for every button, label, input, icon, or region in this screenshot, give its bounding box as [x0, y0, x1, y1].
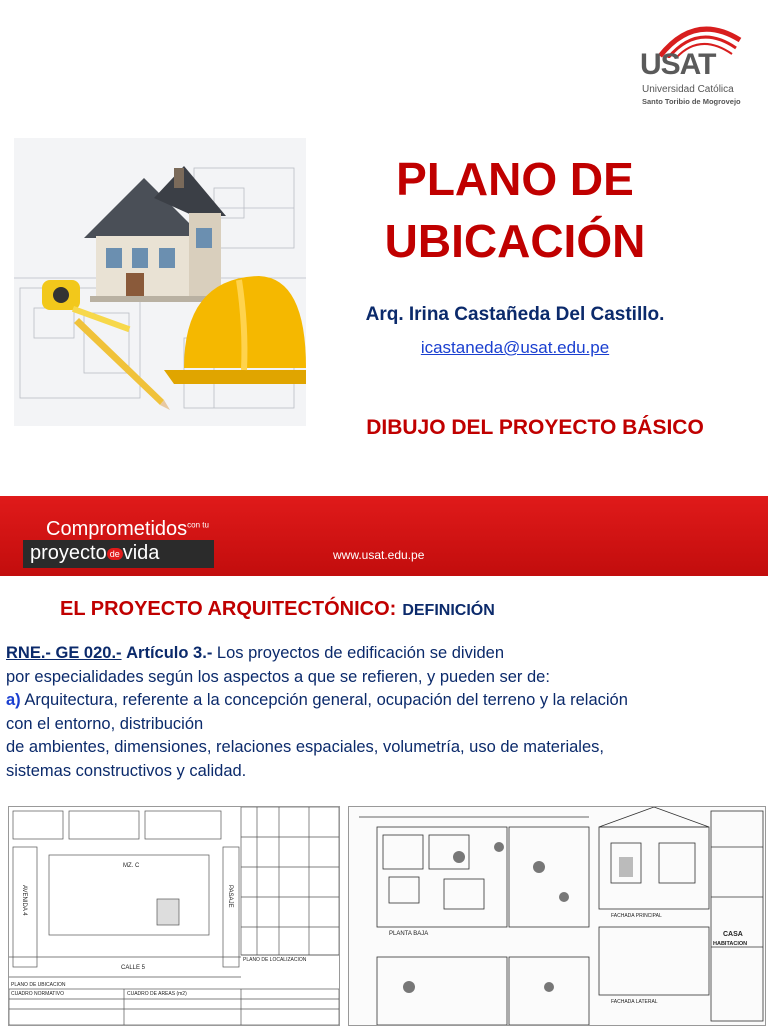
- rne-reference: RNE.- GE 020.-: [6, 644, 122, 662]
- definition-slide: [0, 576, 768, 1024]
- title-line-1: PLANO DE: [396, 153, 634, 205]
- ubicacion-label: PLANO DE UBICACION: [11, 982, 66, 988]
- pasaje-label: PASAJE: [227, 885, 233, 908]
- casa-label: CASA: [723, 931, 743, 938]
- architecture-plan-lines: [349, 807, 765, 1025]
- article-reference: Artículo 3.-: [126, 644, 213, 662]
- section-title-def: DEFINICIÓN: [402, 602, 495, 619]
- habitacion-label: HABITACION: [713, 941, 748, 947]
- section-title: [60, 598, 495, 621]
- title-line-2: UBICACIÓN: [384, 215, 646, 267]
- architecture-plan-drawing: [348, 806, 766, 1026]
- author-email-link[interactable]: icastaneda@usat.edu.pe: [420, 338, 610, 357]
- slogan-small: con tu: [187, 520, 209, 530]
- logo-subtitle: Universidad Católica: [642, 84, 734, 95]
- slogan-vida: vida: [122, 542, 160, 564]
- house-illustration: [14, 138, 306, 426]
- avenida-label: AVENIDA 4: [21, 885, 27, 916]
- calle-label: CALLE 5: [121, 965, 146, 971]
- usat-logo: [640, 18, 750, 106]
- text-line-2: por especialidades según los aspectos a que se refieren, y pueden ser de:: [6, 667, 550, 686]
- slogan-line-2: [30, 542, 159, 565]
- page-title: [330, 148, 700, 272]
- logo-word: USAT: [640, 48, 716, 81]
- manzana-label: MZ. C: [123, 863, 140, 869]
- author-name: Arq. Irina Castañeda Del Castillo.: [365, 304, 665, 325]
- slogan-proyecto: proyecto: [30, 542, 107, 564]
- section-title-main: EL PROYECTO ARQUITECTÓNICO:: [60, 598, 397, 620]
- location-plan-drawing: [8, 806, 340, 1026]
- text-line-5: de ambientes, dimensiones, relaciones espaciales, volumetría, uso de materiales,: [6, 738, 604, 756]
- text-line-6: sistemas constructivos y calidad.: [6, 761, 247, 780]
- text-line-3: [6, 689, 766, 713]
- definition-text: [6, 642, 766, 783]
- website-link[interactable]: www.usat.edu.pe: [333, 548, 425, 562]
- slogan-line-1: [46, 518, 209, 541]
- footer-band: [0, 496, 768, 576]
- logo-subtitle-2: Santo Toribio de Mogrovejo: [642, 97, 741, 106]
- cuadro-normativo-label: CUADRO NORMATIVO: [11, 991, 64, 997]
- course-name: DIBUJO DEL PROYECTO BÁSICO: [366, 416, 704, 439]
- slogan-de: de: [107, 548, 123, 560]
- text-line-1-rest: Los proyectos de edificación se dividen: [216, 644, 505, 662]
- house-construction-image: [14, 138, 306, 426]
- planta-baja-label: PLANTA BAJA: [389, 931, 429, 937]
- fachada-principal-label: FACHADA PRINCIPAL: [611, 913, 662, 919]
- localizacion-label: PLANO DE LOCALIZACION: [243, 957, 307, 963]
- slogan-word: Comprometidos: [46, 518, 188, 540]
- text-line-3-rest: Arquitectura, referente a la concepción general, ocupación del terreno y la relación: [24, 691, 628, 709]
- cuadro-areas-label: CUADRO DE AREAS (m2): [127, 991, 187, 997]
- item-a-label: a): [6, 691, 21, 709]
- text-line-4: con el entorno, distribución: [6, 714, 204, 733]
- text-line-1: [6, 642, 766, 666]
- fachada-lateral-label: FACHADA LATERAL: [611, 999, 658, 1005]
